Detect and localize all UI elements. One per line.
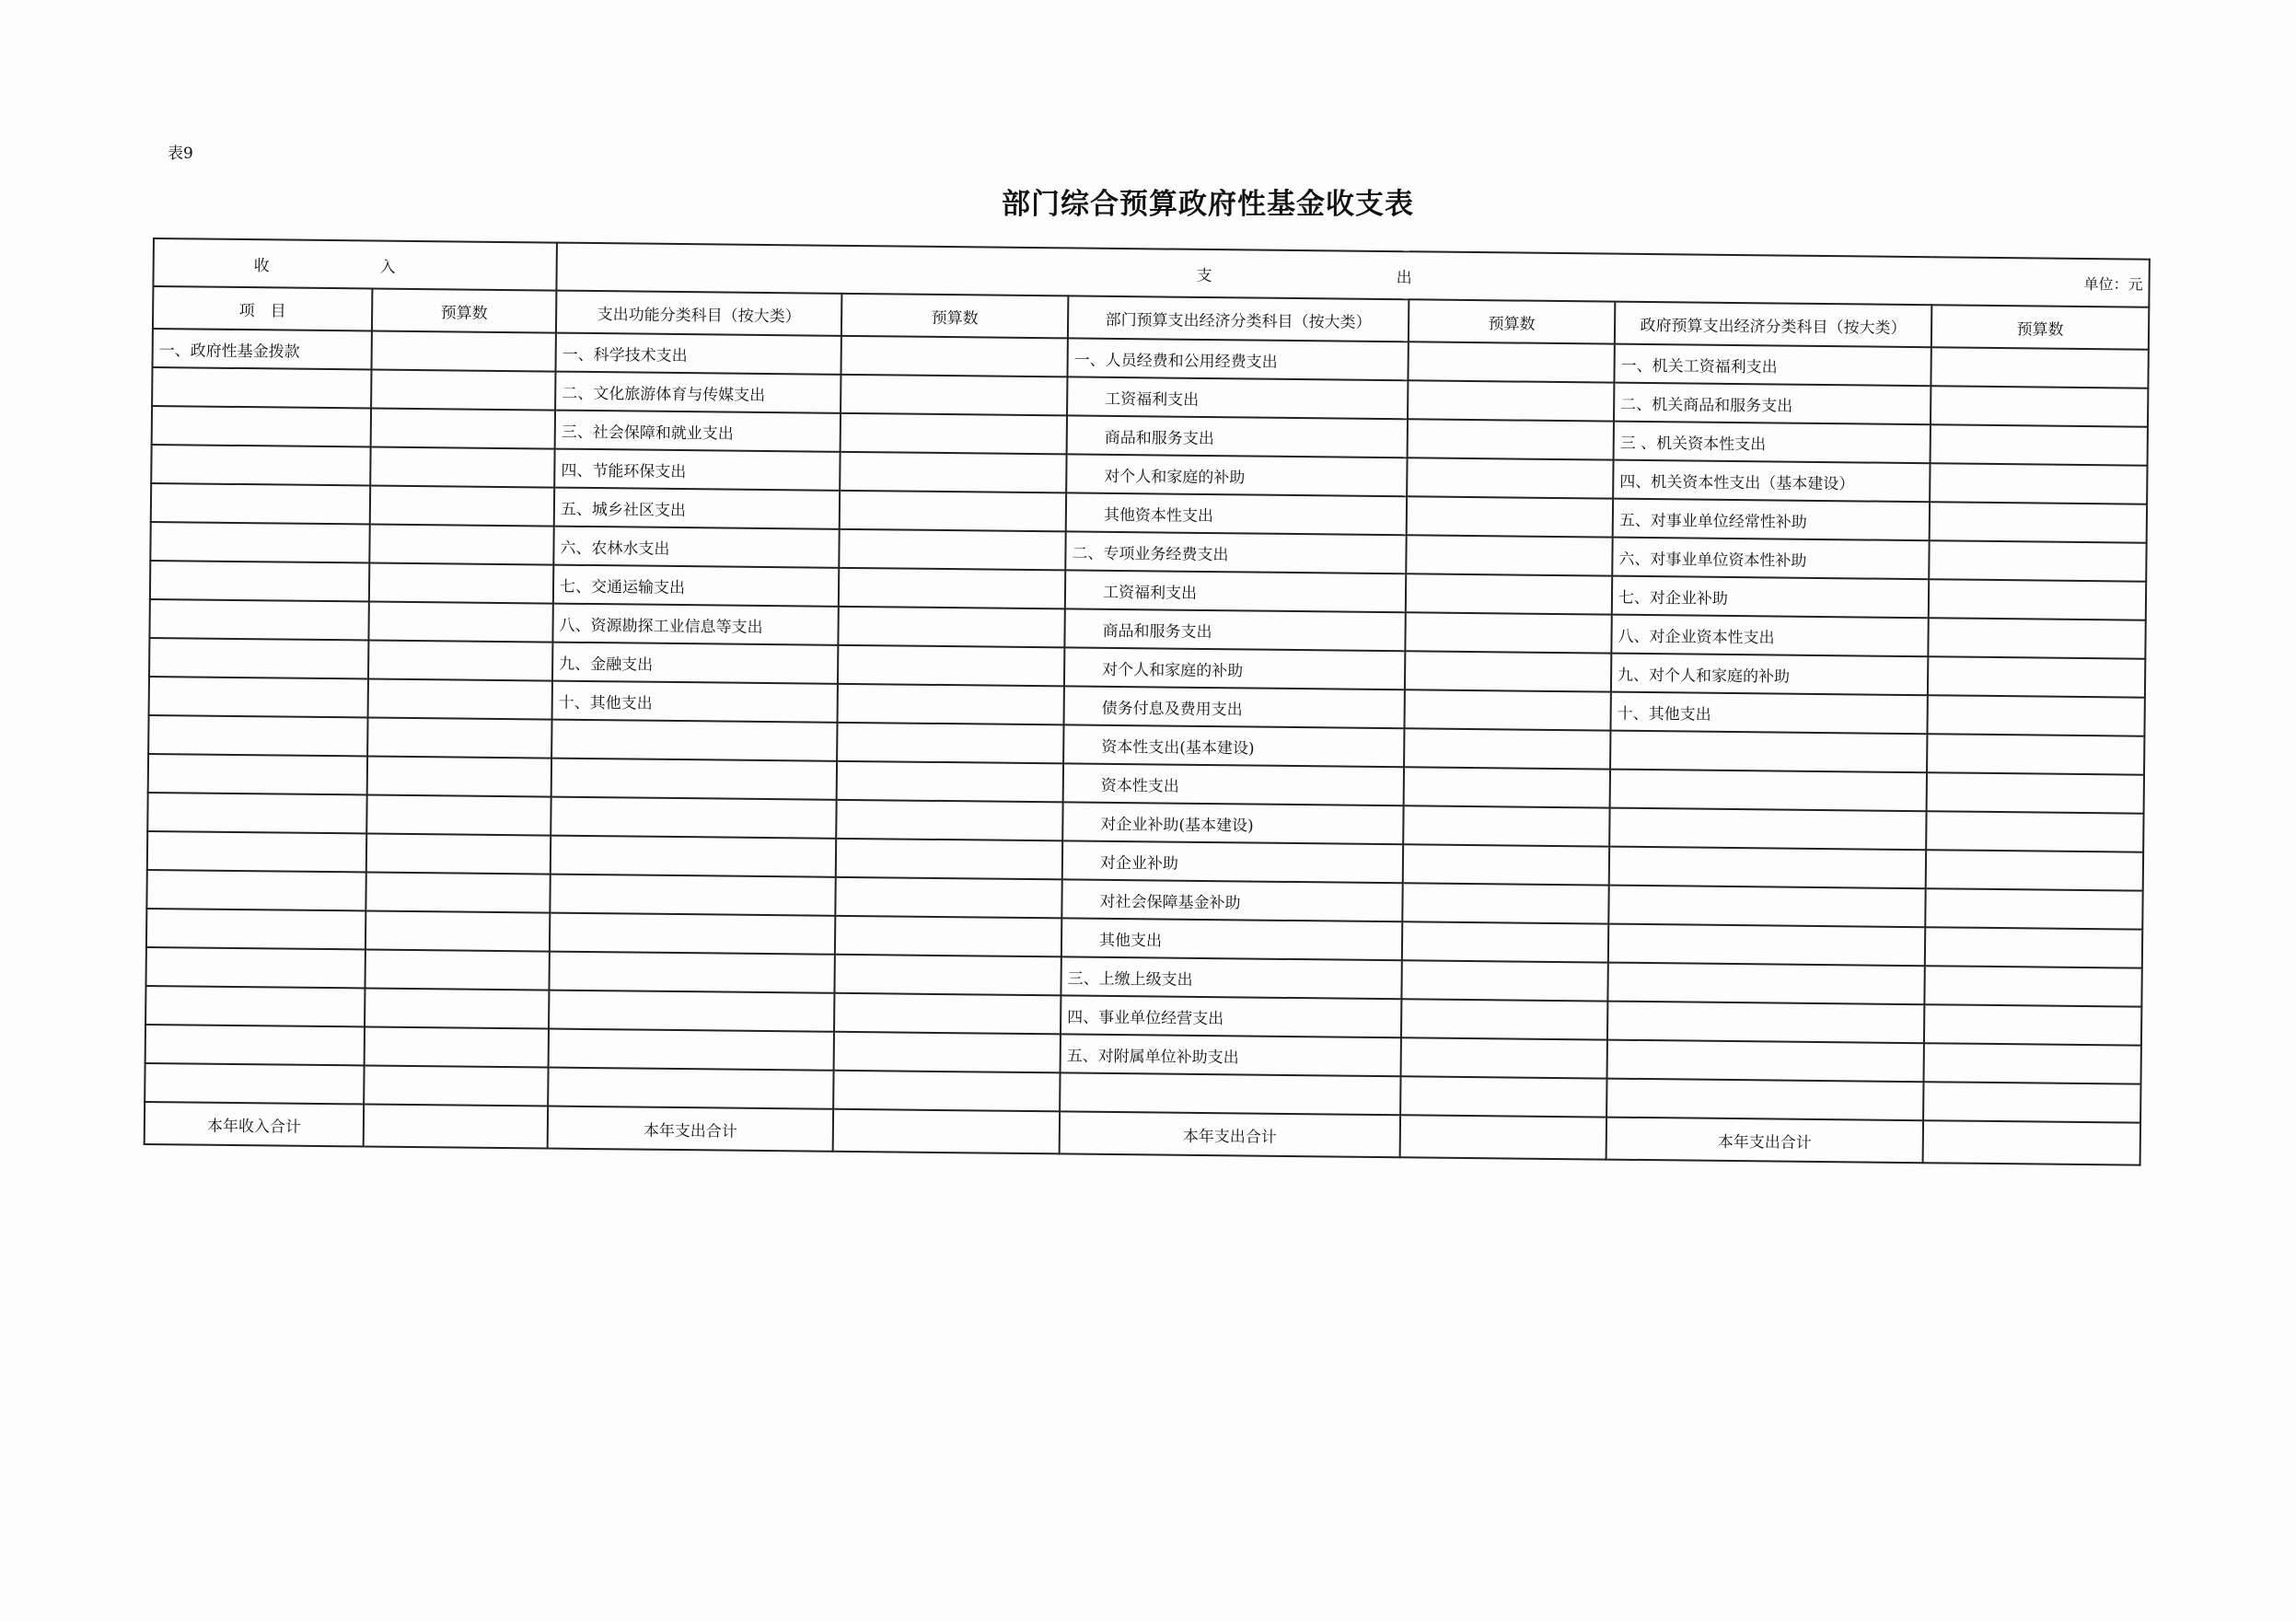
col-budget-income-header: 预算数 — [372, 288, 556, 332]
income-budget-cell — [366, 794, 551, 835]
gov-budget-cell — [1924, 1043, 2141, 1083]
gov-item-cell: 九、对个人和家庭的补助 — [1611, 654, 1928, 696]
income-budget-cell — [368, 640, 552, 680]
func-budget-cell — [837, 723, 1063, 764]
income-item-cell — [146, 870, 365, 910]
income-item-cell — [147, 793, 366, 833]
gov-budget-cell — [1927, 772, 2144, 813]
dept-item-cell: 资本性支出(基本建设) — [1063, 724, 1404, 767]
income-budget-cell — [368, 678, 552, 719]
dept-total-value — [1400, 1115, 1606, 1159]
func-item-cell — [549, 1029, 834, 1071]
income-item-cell — [149, 677, 368, 717]
func-budget-cell — [833, 1071, 1060, 1112]
func-budget-cell — [838, 607, 1064, 648]
func-item-cell: 四、节能环保支出 — [554, 449, 840, 491]
income-item-cell — [149, 638, 368, 678]
col-gov-econ-header: 政府预算支出经济分类科目（按大类） — [1615, 302, 1931, 348]
income-budget-cell — [365, 949, 549, 990]
income-budget-cell — [368, 601, 552, 642]
dept-item-cell: 其他支出 — [1061, 918, 1402, 960]
gov-budget-cell — [1930, 502, 2147, 542]
gov-budget-cell — [1927, 734, 2144, 774]
dept-budget-cell — [1408, 419, 1614, 459]
gov-item-cell — [1610, 731, 1927, 773]
income-budget-cell — [365, 872, 550, 912]
dept-budget-cell — [1407, 496, 1613, 537]
income-item-cell — [152, 406, 371, 446]
gov-budget-cell — [1927, 695, 2144, 736]
dept-item-cell: 一、人员经费和公用经费支出 — [1067, 338, 1408, 380]
gov-item-cell — [1608, 924, 1925, 967]
func-budget-cell — [834, 1032, 1061, 1073]
func-total-label: 本年支出合计 — [548, 1106, 833, 1152]
func-item-cell: 六、农林水支出 — [553, 527, 839, 568]
func-total-value — [833, 1109, 1060, 1154]
gov-item-cell — [1609, 808, 1926, 851]
gov-item-cell: 八、对企业资本性支出 — [1611, 615, 1928, 657]
gov-item-cell: 一、机关工资福利支出 — [1614, 344, 1931, 387]
func-item-cell — [549, 952, 834, 993]
func-item-cell — [551, 720, 837, 761]
gov-item-cell — [1608, 886, 1925, 928]
gov-total-label: 本年支出合计 — [1606, 1118, 1923, 1164]
gov-budget-cell — [1924, 1004, 2141, 1045]
income-budget-cell — [364, 1065, 548, 1106]
func-item-cell: 二、文化旅游体育与传媒支出 — [555, 372, 841, 413]
income-budget-cell — [365, 910, 550, 951]
func-item-cell — [550, 913, 835, 955]
income-item-cell — [151, 483, 370, 524]
dept-budget-cell — [1404, 728, 1610, 769]
budget-table-sheet — [144, 238, 2149, 1166]
dept-item-cell — [1060, 1072, 1400, 1115]
dept-budget-cell — [1401, 960, 1607, 1001]
table-body — [145, 329, 2149, 1123]
func-budget-cell — [836, 800, 1062, 841]
dept-budget-cell — [1408, 380, 1614, 421]
func-item-cell: 八、资源勘探工业信息等支出 — [552, 604, 838, 645]
dept-item-cell: 资本性支出 — [1063, 763, 1404, 805]
dept-budget-cell — [1406, 535, 1612, 575]
dept-item-cell: 债务付息及费用支出 — [1064, 686, 1405, 728]
table-label: 表9 — [168, 145, 193, 163]
gov-total-value — [1923, 1120, 2141, 1164]
dept-budget-cell — [1401, 999, 1607, 1039]
func-item-cell — [549, 991, 834, 1032]
budget-table — [144, 238, 2151, 1166]
func-budget-cell — [841, 336, 1067, 377]
col-budget-func-header: 预算数 — [841, 294, 1068, 339]
dept-budget-cell — [1403, 844, 1609, 885]
income-item-cell — [146, 909, 365, 949]
dept-budget-cell — [1408, 342, 1614, 382]
dept-item-cell: 商品和服务支出 — [1064, 608, 1405, 651]
dept-item-cell: 对社会保障基金补助 — [1061, 879, 1402, 921]
dept-budget-cell — [1400, 1076, 1606, 1117]
dept-budget-cell — [1407, 458, 1613, 498]
income-header: 收入 — [153, 238, 557, 291]
expense-header-label: 支出 — [1196, 266, 1596, 289]
func-budget-cell — [838, 684, 1064, 725]
col-budget-gov-header: 预算数 — [1931, 305, 2150, 349]
income-item-cell — [148, 754, 367, 794]
income-item-cell — [150, 561, 369, 601]
income-total-label: 本年收入合计 — [145, 1102, 364, 1146]
income-item-cell — [145, 986, 365, 1026]
col-dept-econ-header: 部门预算支出经济分类科目（按大类） — [1068, 295, 1409, 342]
gov-item-cell: 三 、机关资本性支出 — [1614, 422, 1931, 464]
dept-budget-cell — [1404, 767, 1610, 807]
gov-budget-cell — [1928, 656, 2145, 697]
dept-budget-cell — [1402, 921, 1608, 962]
income-item-cell — [147, 831, 366, 872]
func-budget-cell — [834, 993, 1061, 1035]
income-budget-cell — [370, 485, 554, 526]
income-item-cell — [148, 715, 367, 756]
gov-budget-cell — [1925, 888, 2142, 929]
income-total-value — [364, 1104, 548, 1148]
income-item-cell — [151, 445, 370, 485]
dept-item-cell: 对企业补助(基本建设) — [1062, 802, 1403, 844]
dept-item-cell: 四、事业单位经营支出 — [1061, 995, 1401, 1037]
gov-item-cell — [1607, 1040, 1924, 1083]
func-item-cell: 三、社会保障和就业支出 — [555, 411, 841, 452]
func-item-cell: 五、城乡社区支出 — [554, 488, 840, 529]
income-item-cell — [152, 367, 371, 408]
gov-item-cell — [1607, 963, 1924, 1005]
dept-budget-cell — [1405, 612, 1611, 653]
dept-item-cell: 对个人和家庭的补助 — [1064, 647, 1405, 689]
dept-item-cell: 其他资本性支出 — [1066, 492, 1407, 535]
unit-label: 单位：元 — [2083, 274, 2143, 294]
func-budget-cell — [838, 645, 1064, 687]
func-budget-cell — [841, 375, 1067, 416]
income-item-cell: 一、政府性基金拨款 — [153, 329, 372, 369]
func-item-cell — [551, 836, 836, 877]
gov-budget-cell — [1931, 424, 2148, 465]
income-budget-cell — [369, 562, 553, 603]
income-budget-cell — [370, 446, 554, 487]
income-item-cell — [150, 522, 369, 562]
gov-budget-cell — [1923, 1082, 2140, 1122]
col-budget-dept-header: 预算数 — [1409, 299, 1615, 343]
income-budget-cell — [365, 988, 549, 1028]
income-budget-cell — [369, 524, 553, 564]
income-budget-cell — [371, 369, 555, 410]
gov-item-cell: 二、机关商品和服务支出 — [1614, 383, 1931, 425]
gov-budget-cell — [1929, 579, 2146, 620]
func-budget-cell — [834, 955, 1061, 996]
dept-item-cell: 对个人和家庭的补助 — [1066, 454, 1407, 496]
func-item-cell — [551, 759, 837, 800]
func-budget-cell — [835, 916, 1061, 957]
dept-item-cell: 五、对附属单位补助支出 — [1061, 1034, 1401, 1076]
gov-item-cell: 十、其他支出 — [1610, 692, 1927, 735]
dept-budget-cell — [1402, 883, 1608, 923]
func-budget-cell — [837, 761, 1063, 803]
dept-item-cell: 工资福利支出 — [1065, 570, 1406, 612]
gov-item-cell — [1609, 847, 1926, 889]
gov-budget-cell — [1928, 618, 2145, 658]
income-item-cell — [149, 599, 368, 640]
col-func-header: 支出功能分类科目（按大类） — [556, 291, 841, 336]
func-budget-cell — [839, 568, 1065, 609]
income-item-cell — [145, 1025, 365, 1065]
func-item-cell: 一、科学技术支出 — [555, 333, 841, 375]
dept-budget-cell — [1403, 805, 1609, 846]
func-item-cell — [548, 1068, 833, 1109]
gov-budget-cell — [1926, 811, 2143, 852]
income-budget-cell — [367, 756, 551, 796]
gov-budget-cell — [1931, 386, 2148, 426]
income-budget-cell — [367, 717, 551, 758]
dept-budget-cell — [1406, 573, 1612, 614]
gov-budget-cell — [1929, 540, 2146, 581]
gov-item-cell: 四、机关资本性支出（基本建设） — [1613, 460, 1930, 503]
gov-budget-cell — [1931, 347, 2148, 388]
dept-item-cell: 三、上缴上级支出 — [1061, 956, 1401, 999]
func-item-cell: 十、其他支出 — [552, 681, 838, 723]
dept-item-cell: 工资福利支出 — [1067, 377, 1408, 419]
gov-budget-cell — [1926, 850, 2143, 890]
func-budget-cell — [840, 491, 1066, 532]
gov-item-cell: 七、对企业补助 — [1612, 576, 1929, 619]
func-item-cell: 七、交通运输支出 — [553, 565, 839, 607]
func-budget-cell — [835, 877, 1061, 919]
income-item-cell — [145, 1063, 364, 1104]
func-budget-cell — [839, 529, 1065, 571]
dept-budget-cell — [1401, 1037, 1607, 1078]
dept-budget-cell — [1404, 689, 1610, 730]
func-item-cell — [551, 797, 836, 839]
func-item-cell — [550, 875, 835, 916]
gov-item-cell: 五、对事业单位经常性补助 — [1613, 499, 1930, 541]
income-item-cell — [145, 947, 365, 988]
gov-budget-cell — [1925, 927, 2142, 967]
income-budget-cell — [365, 1026, 549, 1067]
dept-item-cell: 二、专项业务经费支出 — [1065, 531, 1406, 573]
gov-item-cell — [1606, 1079, 1923, 1121]
dept-item-cell: 商品和服务支出 — [1067, 415, 1408, 458]
dept-item-cell: 对企业补助 — [1062, 840, 1403, 883]
dept-budget-cell — [1405, 651, 1611, 691]
func-budget-cell — [836, 839, 1062, 880]
func-budget-cell — [841, 413, 1067, 455]
gov-item-cell — [1610, 770, 1927, 812]
dept-total-label: 本年支出合计 — [1060, 1111, 1400, 1157]
income-budget-cell — [372, 330, 556, 371]
gov-budget-cell — [1930, 463, 2147, 504]
func-budget-cell — [840, 452, 1066, 493]
col-item-header: 项 目 — [153, 286, 372, 330]
income-budget-cell — [366, 833, 551, 874]
gov-item-cell: 六、对事业单位资本性补助 — [1612, 538, 1929, 580]
func-item-cell: 九、金融支出 — [552, 643, 838, 684]
gov-item-cell — [1607, 1002, 1924, 1044]
page-title: 部门综合预算政府性基金收支表 — [1002, 188, 1414, 221]
gov-budget-cell — [1924, 966, 2141, 1006]
income-budget-cell — [371, 408, 555, 448]
